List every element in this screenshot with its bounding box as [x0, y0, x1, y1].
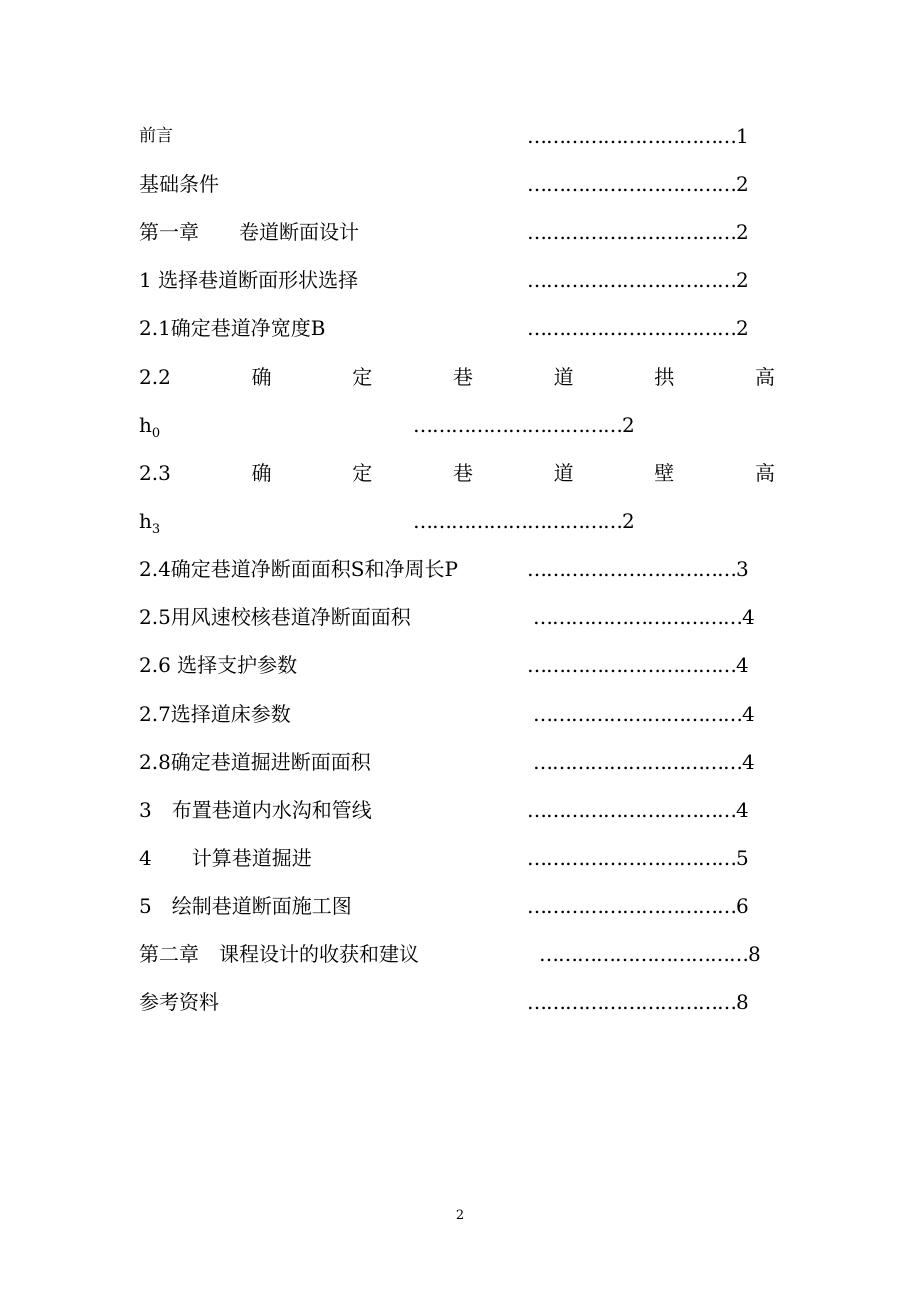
toc-entry-label: 第一章 卷道断面设计	[139, 220, 359, 244]
toc-leader: ……………………………	[533, 750, 742, 774]
toc-entry-page	[527, 268, 748, 292]
toc-leader: ……………………………	[527, 990, 736, 1014]
toc-entry-page	[527, 990, 748, 1014]
toc-entry-label: 2.6 选择支护参数	[139, 653, 298, 677]
toc-entry-page	[413, 509, 634, 533]
toc-entry-label: 参考资料	[139, 990, 219, 1014]
toc-label-part: 壁	[654, 461, 675, 485]
toc-label-part: 高	[754, 365, 775, 389]
toc-entry-label: 5 绘制巷道断面施工图	[139, 894, 352, 918]
toc-page-number: 2	[622, 509, 634, 533]
toc-entry-page	[527, 220, 748, 244]
toc-entry-page	[527, 172, 748, 196]
toc-leader: ……………………………	[527, 124, 736, 148]
toc-entry-variable	[139, 509, 160, 542]
toc-page-number: 6	[736, 894, 748, 918]
toc-label-part: 定	[352, 365, 373, 389]
toc-entry-label: 4 计算巷道掘进	[139, 846, 312, 870]
toc-page-number: 2	[736, 172, 748, 196]
toc-page-number: 4	[736, 653, 748, 677]
toc-leader: ……………………………	[527, 894, 736, 918]
toc-entry-label: 第二章 课程设计的收获和建议	[139, 942, 419, 966]
toc-label-part: 定	[352, 461, 373, 485]
toc-leader: ……………………………	[527, 220, 736, 244]
toc-entry-label: 3 布置巷道内水沟和管线	[139, 798, 372, 822]
toc-entry-page	[527, 557, 748, 581]
toc-entry-page	[527, 316, 748, 340]
toc-label-part: 2.2	[139, 365, 171, 389]
toc-entry-page	[527, 846, 748, 870]
toc-leader: ……………………………	[527, 798, 736, 822]
toc-page-number: 2	[736, 268, 748, 292]
toc-variable-subscript: 0	[151, 426, 161, 441]
toc-leader: ……………………………	[527, 846, 736, 870]
toc-entry-label-justified	[139, 461, 775, 485]
toc-entry-page	[527, 894, 748, 918]
toc-variable: h	[139, 509, 152, 533]
page-footer-number: 2	[455, 1208, 465, 1223]
toc-label-part: 拱	[654, 365, 675, 389]
toc-label-part: 确	[251, 365, 272, 389]
toc-page-number: 4	[742, 702, 754, 726]
toc-page-number: 3	[736, 557, 748, 581]
toc-leader: ……………………………	[527, 653, 736, 677]
toc-page-number: 8	[736, 990, 748, 1014]
toc-entry-label: 前言	[139, 126, 173, 146]
toc-entry-label: 2.1确定巷道净宽度B	[139, 316, 326, 340]
toc-entry-page	[533, 750, 754, 774]
toc-leader: ……………………………	[527, 268, 736, 292]
toc-page-number: 8	[748, 942, 760, 966]
toc-page-number: 4	[742, 750, 754, 774]
toc-entry-label: 1 选择巷道断面形状选择	[139, 268, 359, 292]
toc-entry-label: 2.7选择道床参数	[139, 702, 291, 726]
toc-leader: ……………………………	[413, 413, 622, 437]
toc-label-part: 2.3	[139, 461, 171, 485]
toc-entry-label: 2.4确定巷道净断面面积S和净周长P	[139, 557, 458, 581]
toc-page-number: 1	[736, 124, 748, 148]
toc-variable: h	[139, 413, 152, 437]
toc-entry-page	[527, 653, 748, 677]
toc-leader: ……………………………	[533, 702, 742, 726]
toc-leader: ……………………………	[527, 316, 736, 340]
toc-leader: ……………………………	[527, 172, 736, 196]
toc-page-number: 4	[736, 798, 748, 822]
toc-label-part: 确	[251, 461, 272, 485]
toc-entry-label-justified	[139, 365, 775, 389]
toc-entry-label: 2.5用风速校核巷道净断面面积	[139, 605, 411, 629]
toc-variable-subscript: 3	[151, 522, 161, 537]
toc-page-number: 4	[742, 605, 754, 629]
toc-leader: ……………………………	[539, 942, 748, 966]
toc-page-number: 2	[736, 316, 748, 340]
toc-label-part: 高	[754, 461, 775, 485]
toc-page-number: 2	[622, 413, 634, 437]
toc-entry-page	[413, 413, 634, 437]
toc-entry-label: 2.8确定巷道掘进断面面积	[139, 750, 371, 774]
toc-page-number: 5	[736, 846, 748, 870]
toc-page-number: 2	[736, 220, 748, 244]
toc-leader: ……………………………	[533, 605, 742, 629]
toc-entry-label: 基础条件	[139, 172, 219, 196]
toc-label-part: 道	[553, 365, 574, 389]
toc-label-part: 巷	[452, 365, 473, 389]
toc-entry-page	[527, 798, 748, 822]
toc-entry-page	[539, 942, 760, 966]
toc-label-part: 道	[553, 461, 574, 485]
toc-entry-page	[533, 702, 754, 726]
toc-entry-variable	[139, 413, 160, 446]
toc-leader: ……………………………	[527, 557, 736, 581]
toc-label-part: 巷	[452, 461, 473, 485]
toc-entry-page	[527, 124, 748, 148]
toc-entry-page	[533, 605, 754, 629]
toc-leader: ……………………………	[413, 509, 622, 533]
